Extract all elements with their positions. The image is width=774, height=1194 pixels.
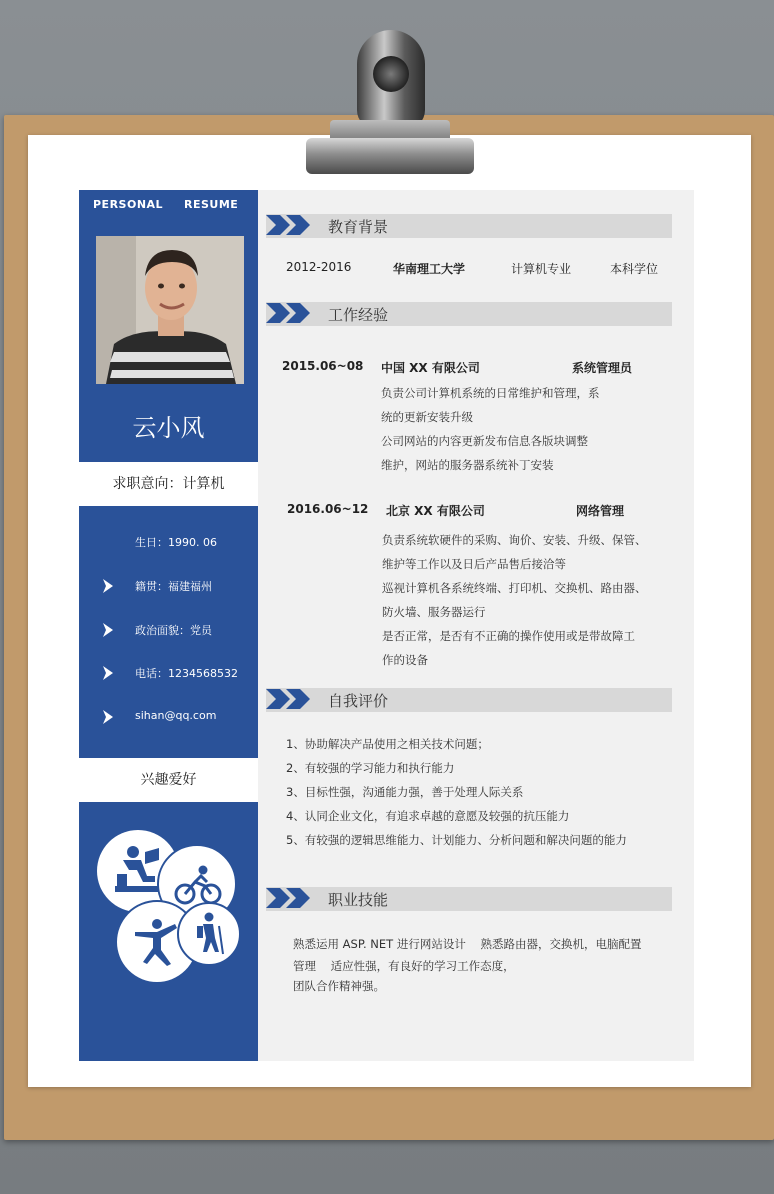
sidebar	[79, 190, 258, 1061]
double-chevron-icon	[266, 300, 316, 326]
job-objective: 求职意向：计算机	[79, 462, 258, 506]
job2-line: 巡视计算机各系统终端、打印机、交换机、路由器、	[382, 581, 647, 595]
profile-photo	[96, 236, 244, 384]
job1-line: 公司网站的内容更新发布信息各版块调整	[381, 434, 588, 448]
job1-line: 统的更新安装升级	[381, 410, 473, 424]
info-phone	[79, 651, 258, 695]
job2-role: 网络管理	[576, 504, 625, 518]
hiking-icon	[179, 904, 239, 964]
education-school: 华南理工大学	[393, 262, 466, 276]
double-chevron-icon	[266, 686, 316, 712]
header-resume: RESUME	[184, 198, 239, 211]
self-eval-item: 1、协助解决产品使用之相关技术问题；	[286, 737, 489, 751]
job2-line: 是否正常，是否有不正确的操作使用或是带故障工	[382, 629, 635, 643]
hobbies-title: 兴趣爱好	[79, 758, 258, 802]
double-chevron-icon	[266, 885, 316, 911]
education-degree: 本科学位	[610, 262, 659, 276]
job2-period: 2016.06~12	[287, 502, 369, 516]
section-work	[266, 302, 672, 326]
self-eval-item: 4、认同企业文化，有追求卓越的意愿及较强的抗压能力	[286, 809, 570, 823]
profile-name: 云小风	[132, 414, 205, 442]
job2-line: 作的设备	[382, 653, 428, 667]
skills-title: 职业技能	[328, 891, 389, 909]
info-political	[79, 608, 258, 652]
skills-line: 熟悉运用 ASP. NET 进行网站设计 熟悉路由器，交换机，电脑配置	[293, 937, 642, 951]
job1-period: 2015.06~08	[282, 359, 364, 373]
section-self-eval	[266, 688, 672, 712]
email-text: sihan@qq.com	[135, 709, 217, 722]
info-hometown	[79, 564, 258, 608]
job1-company: 中国 XX 有限公司	[381, 361, 480, 375]
job2-line: 维护等工作以及日后产品售后接洽等	[382, 557, 566, 571]
double-chevron-icon	[266, 212, 316, 238]
phone-text: 电话：1234568532	[135, 667, 238, 680]
skills-line: 团队合作精神强。	[293, 979, 385, 993]
hometown-text: 籍贯：福建福州	[135, 580, 212, 593]
chevron-right-icon	[101, 578, 115, 594]
job1-line: 负责公司计算机系统的日常维护和管理，系	[381, 386, 600, 400]
header-personal: PERSONAL	[93, 198, 164, 211]
education-title: 教育背景	[328, 218, 389, 236]
job2-company: 北京 XX 有限公司	[386, 504, 485, 518]
self-eval-item: 3、目标性强，沟通能力强，善于处理人际关系	[286, 785, 524, 799]
chevron-right-icon	[101, 665, 115, 681]
job1-line: 维护，网站的服务器系统补丁安装	[381, 458, 554, 472]
self-eval-title: 自我评价	[328, 692, 389, 710]
education-period: 2012-2016	[286, 260, 352, 274]
chevron-right-icon	[101, 622, 115, 638]
hobby-hiking	[177, 902, 241, 966]
info-email	[79, 695, 258, 739]
job2-line: 防火墙、服务器运行	[382, 605, 486, 619]
birthday-text: 生日：1990. 06	[135, 536, 217, 549]
education-major: 计算机专业	[511, 262, 572, 276]
section-education	[266, 214, 672, 238]
section-skills	[266, 887, 672, 911]
self-eval-item: 2、有较强的学习能力和执行能力	[286, 761, 455, 775]
chevron-right-icon	[101, 709, 115, 725]
self-eval-item: 5、有较强的逻辑思维能力、计划能力、分析问题和解决问题的能力	[286, 833, 627, 847]
political-text: 政治面貌：党员	[135, 624, 212, 637]
skills-line: 管理 适应性强，有良好的学习工作态度，	[293, 959, 515, 973]
info-birthday	[79, 520, 258, 564]
main-content	[258, 190, 694, 1061]
job2-line: 负责系统软硬件的采购、询价、安装、升级、保管、	[382, 533, 647, 547]
work-title: 工作经验	[328, 306, 389, 324]
job1-role: 系统管理员	[572, 361, 633, 375]
